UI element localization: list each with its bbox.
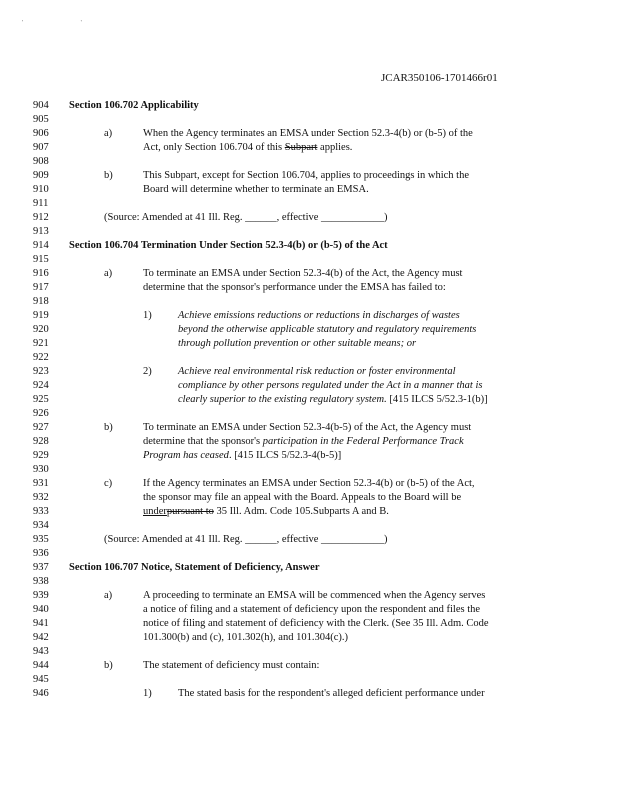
text-line bbox=[104, 535, 388, 546]
line-number: 936 bbox=[33, 548, 49, 559]
text-segment: determine that the sponsor's performance under the EMSA has failed to: bbox=[143, 282, 446, 293]
text-segment: If the Agency terminates an EMSA under Section 52.3-4(b) or (b-5) of the Act, bbox=[143, 478, 475, 489]
line-number: 934 bbox=[33, 520, 49, 531]
line-number: 932 bbox=[33, 492, 49, 503]
line-number: 940 bbox=[33, 604, 49, 615]
text-line bbox=[143, 171, 469, 182]
text-segment: a) bbox=[104, 268, 113, 279]
line-number: 927 bbox=[33, 422, 49, 433]
text-line bbox=[104, 479, 112, 490]
text-segment: beyond the otherwise applicable statutory and regulatory requirements bbox=[178, 324, 477, 335]
text-segment: To terminate an EMSA under Section 52.3-4(b) of the Act, the Agency must bbox=[143, 268, 463, 279]
text-segment: b) bbox=[104, 660, 113, 671]
line-number: 945 bbox=[33, 674, 49, 685]
line-number: 938 bbox=[33, 576, 49, 587]
text-segment: applies. bbox=[317, 142, 353, 153]
text-line bbox=[143, 479, 475, 490]
text-line bbox=[104, 129, 112, 140]
line-number: 922 bbox=[33, 352, 49, 363]
text-segment: c) bbox=[104, 478, 113, 489]
text-segment: participation in the Federal Performance Track bbox=[262, 436, 464, 447]
text-line bbox=[178, 325, 476, 336]
line-number: 916 bbox=[33, 268, 49, 279]
line-number: 917 bbox=[33, 282, 49, 293]
text-segment: Section 106.704 Termination Under Section 52.3-4(b) or (b-5) of the Act bbox=[69, 240, 388, 251]
text-segment: Section 106.707 Notice, Statement of Deficiency, Answer bbox=[69, 562, 320, 573]
text-segment: Subpart bbox=[284, 142, 318, 153]
text-line bbox=[178, 339, 416, 350]
text-line bbox=[143, 507, 389, 518]
line-number: 905 bbox=[33, 114, 49, 125]
text-segment: compliance by other persons regulated under the Act in a manner that is bbox=[178, 380, 483, 391]
text-segment: This Subpart, except for Section 106.704, applies to proceedings in which the bbox=[143, 170, 470, 181]
text-segment: Section 106.702 Applicability bbox=[69, 100, 199, 111]
text-line bbox=[143, 185, 369, 196]
line-number: 926 bbox=[33, 408, 49, 419]
text-line bbox=[178, 367, 456, 378]
text-segment: a notice of filing and a statement of deficiency upon the respondent and files the bbox=[143, 604, 481, 615]
text-line bbox=[143, 451, 341, 462]
text-segment: . [415 ILCS 5/52.3-4(b-5)] bbox=[228, 450, 342, 461]
text-segment: b) bbox=[104, 170, 113, 181]
line-number: 941 bbox=[33, 618, 49, 629]
text-segment: Act, only Section 106.704 of this bbox=[143, 142, 285, 153]
text-segment: (Source: Amended at 41 Ill. Reg. ______, effective ____________) bbox=[104, 534, 388, 545]
text-line bbox=[178, 689, 485, 700]
text-segment: b) bbox=[104, 422, 113, 433]
text-line bbox=[104, 269, 112, 280]
text-segment: clearly superior to the existing regulatory system. bbox=[178, 394, 387, 405]
line-number: 913 bbox=[33, 226, 49, 237]
text-line bbox=[69, 101, 199, 112]
line-number: 907 bbox=[33, 142, 49, 153]
text-line bbox=[143, 591, 485, 602]
text-segment: To terminate an EMSA under Section 52.3-4(b-5) of the Act, the Agency must bbox=[143, 422, 472, 433]
text-line bbox=[143, 129, 473, 140]
text-segment: When the Agency terminates an EMSA under Section 52.3-4(b) or (b-5) of the bbox=[143, 128, 473, 139]
text-line bbox=[143, 143, 352, 154]
text-segment: A proceeding to terminate an EMSA will be commenced when the Agency serves bbox=[143, 590, 486, 601]
text-line bbox=[143, 283, 446, 294]
line-number: 925 bbox=[33, 394, 49, 405]
text-segment: pursuant to bbox=[166, 506, 214, 517]
text-line bbox=[104, 213, 388, 224]
text-line bbox=[69, 563, 320, 574]
line-number: 912 bbox=[33, 212, 49, 223]
line-number: 929 bbox=[33, 450, 49, 461]
line-number: 910 bbox=[33, 184, 49, 195]
text-segment: Achieve real environmental risk reduction or foster environmental bbox=[178, 366, 456, 377]
text-segment: Program has ceased bbox=[143, 450, 229, 461]
line-number: 944 bbox=[33, 660, 49, 671]
text-line bbox=[104, 661, 113, 672]
text-line bbox=[69, 241, 388, 252]
text-line bbox=[178, 381, 482, 392]
text-segment: 1) bbox=[143, 310, 152, 321]
line-number: 920 bbox=[33, 324, 49, 335]
line-number: 928 bbox=[33, 436, 49, 447]
text-line bbox=[178, 311, 460, 322]
text-line bbox=[104, 591, 112, 602]
text-line bbox=[104, 423, 113, 434]
line-number: 921 bbox=[33, 338, 49, 349]
margin-marks: ' ' bbox=[22, 20, 110, 26]
line-number: 939 bbox=[33, 590, 49, 601]
text-segment: 2) bbox=[143, 366, 152, 377]
text-segment: determine that the sponsor's bbox=[143, 436, 263, 447]
line-number: 915 bbox=[33, 254, 49, 265]
text-segment: a) bbox=[104, 590, 113, 601]
text-segment: The statement of deficiency must contain: bbox=[143, 660, 320, 671]
line-number: 931 bbox=[33, 478, 49, 489]
text-line bbox=[143, 367, 152, 378]
text-line bbox=[143, 269, 462, 280]
text-line bbox=[143, 437, 464, 448]
text-segment: the sponsor may file an appeal with the Board. Appeals to the Board will be bbox=[143, 492, 462, 503]
text-line bbox=[104, 171, 113, 182]
line-number: 923 bbox=[33, 366, 49, 377]
text-segment: 35 Ill. Adm. Code 105.Subparts A and B. bbox=[213, 506, 389, 517]
line-number: 930 bbox=[33, 464, 49, 475]
line-number: 906 bbox=[33, 128, 49, 139]
line-number: 914 bbox=[33, 240, 49, 251]
document-id: JCAR350106-1701466r01 bbox=[381, 72, 498, 84]
line-number: 909 bbox=[33, 170, 49, 181]
text-line bbox=[178, 395, 488, 406]
text-segment: (Source: Amended at 41 Ill. Reg. ______, effective ____________) bbox=[104, 212, 388, 223]
text-segment: Achieve emissions reductions or reductions in discharges of wastes bbox=[178, 310, 460, 321]
text-line bbox=[143, 493, 461, 504]
line-number: 919 bbox=[33, 310, 49, 321]
text-line bbox=[143, 423, 471, 434]
line-number: 904 bbox=[33, 100, 49, 111]
line-number: 946 bbox=[33, 688, 49, 699]
line-number: 933 bbox=[33, 506, 49, 517]
text-line bbox=[143, 311, 152, 322]
text-line bbox=[143, 661, 319, 672]
text-segment: notice of filing and statement of deficiency with the Clerk. (See 35 Ill. Adm. Code bbox=[143, 618, 489, 629]
text-segment: under bbox=[143, 506, 167, 517]
line-number: 918 bbox=[33, 296, 49, 307]
text-segment: 1) bbox=[143, 688, 152, 699]
text-segment: [415 ILCS 5/52.3-1(b)] bbox=[386, 394, 488, 405]
line-number: 942 bbox=[33, 632, 49, 643]
line-number: 924 bbox=[33, 380, 49, 391]
line-number: 937 bbox=[33, 562, 49, 573]
text-line bbox=[143, 633, 348, 644]
text-line bbox=[143, 689, 152, 700]
text-segment: 101.300(b) and (c), 101.302(h), and 101.304(c).) bbox=[143, 632, 348, 643]
text-line bbox=[143, 605, 480, 616]
text-segment: The stated basis for the respondent's alleged deficient performance under bbox=[178, 688, 485, 699]
line-number: 911 bbox=[33, 198, 49, 209]
text-line bbox=[143, 619, 489, 630]
line-number: 908 bbox=[33, 156, 49, 167]
text-segment: a) bbox=[104, 128, 113, 139]
text-segment: Board will determine whether to terminate an EMSA. bbox=[143, 184, 369, 195]
line-number: 935 bbox=[33, 534, 49, 545]
line-number: 943 bbox=[33, 646, 49, 657]
text-segment: through pollution prevention or other suitable means; or bbox=[178, 338, 417, 349]
